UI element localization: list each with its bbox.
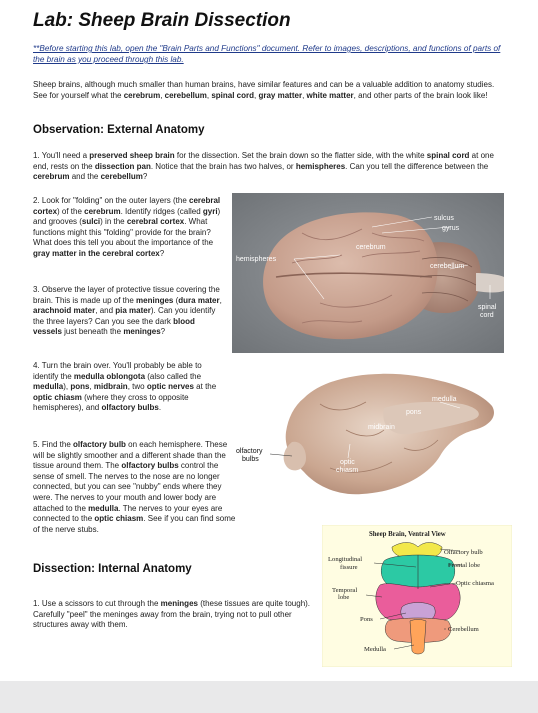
section-heading-external: Observation: External Anatomy: [33, 124, 205, 136]
diagram-label-optic: Optic chiasma: [456, 580, 494, 587]
page-title: Lab: Sheep Brain Dissection: [33, 10, 291, 31]
viewer-bottom-strip: [0, 681, 538, 713]
step-1-paragraph: 1. You'll need a preserved sheep brain for the dissection. Set the brain down so the flatter side, with the white spinal cord at one end, rests on the dissection pan. Notice that the brain has two halves, or hemispheres. Can you tell the difference between the cerebrum and the cerebellum?: [33, 151, 494, 182]
label-spinal: spinal: [478, 304, 497, 311]
step-4-paragraph: 4. Turn the brain over. You'll probably be able to identify the medulla oblongota (also called the medulla), pons, midbrain, two optic nerves at the optic chiasm (where they cross to opposite hemispheres), and olfactory bulbs.: [33, 361, 217, 413]
diagram-label-pons: Pons: [360, 616, 373, 623]
label-sulcus: sulcus: [434, 215, 454, 222]
diagram-label-frontal: Frontal lobe: [448, 562, 481, 569]
label-chiasm: chiasm: [336, 467, 359, 474]
step-6-paragraph: 1. Use a scissors to cut through the meninges (these tissues are quite tough). Carefully "peel" the meninges away from the brain, trying not to pull other structures away with them.: [33, 599, 311, 630]
diagram-label-fissure: fissure: [340, 564, 358, 571]
label-bulbs: bulbs: [242, 456, 259, 463]
step-2-paragraph: 2. Look for "folding" on the outer layers (the cerebral cortex) of the cerebrum. Identify ridges (called gyri) and grooves (sulci) in the cerebral cortex. What functions might this "folding" provide for the brain? What does this tell you about the importance of the gray matter in the cerebral cortex?: [33, 196, 221, 258]
diagram-label-medulla: Medulla: [364, 646, 386, 653]
label-pons: pons: [406, 409, 422, 416]
diagram-title: Sheep Brain, Ventral View: [369, 531, 446, 538]
label-cord: cord: [480, 312, 494, 319]
diagram-label-cerebellum: Cerebellum: [448, 626, 479, 633]
diagram-label-temporal: Temporal: [332, 587, 358, 594]
ventral-brain-tissue: [286, 374, 494, 494]
section-heading-internal: Dissection: Internal Anatomy: [33, 563, 192, 575]
label-olfactory: olfactory: [236, 448, 263, 455]
diagram-label-olfactory: Olfactory bulb: [444, 549, 483, 556]
label-medulla: medulla: [432, 396, 457, 403]
dorsal-brain-photo: [232, 193, 504, 353]
diagram-label-longitudinal: Longitudinal: [328, 556, 363, 563]
diagram-label-lobe: lobe: [338, 594, 350, 601]
label-midbrain: midbrain: [368, 424, 395, 431]
label-optic: optic: [340, 459, 355, 466]
intro-paragraph: Sheep brains, although much smaller than human brains, have similar features and can be a valuable addition to anatomy studies. See for yourself what the cerebrum, cerebellum, spinal cord, gray matter, white matter, and other parts of the brain look like!: [33, 80, 495, 100]
instruction-note[interactable]: **Before starting this lab, open the "Brain Parts and Functions" document. Refer to images, descriptions, and functions of parts of the brain as you proceed through this lab.: [33, 44, 501, 64]
ventral-view-diagram: [322, 525, 512, 667]
label-hemispheres: hemispheres: [236, 256, 277, 263]
label-gyrus: gyrus: [442, 225, 460, 232]
step-5-paragraph: 5. Find the olfactory bulb on each hemisphere. These will be slightly smoother and a different shade than the tissue around them. The olfactory bulbs control the sense of smell. The nerves to the nose are no longer connected, but you can see "nubby" ends where they were. The nerves to your mouth and lower body are attached to the medulla. The nerves to your eyes are connected to the optic chiasm. See if you can find some of the nerve stubs.: [33, 440, 236, 534]
medulla-shape: [410, 620, 426, 655]
step-3-paragraph: 3. Observe the layer of protective tissue covering the brain. This is made up of the meninges (dura mater, arachnoid mater, and pia mater). Can you identify the three layers? Can you see the dark blood vessels just beneath the meninges?: [33, 285, 222, 337]
label-cerebrum: cerebrum: [356, 244, 386, 251]
ventral-brain-photo: [234, 368, 506, 510]
label-cerebellum: cerebellum: [430, 263, 465, 270]
